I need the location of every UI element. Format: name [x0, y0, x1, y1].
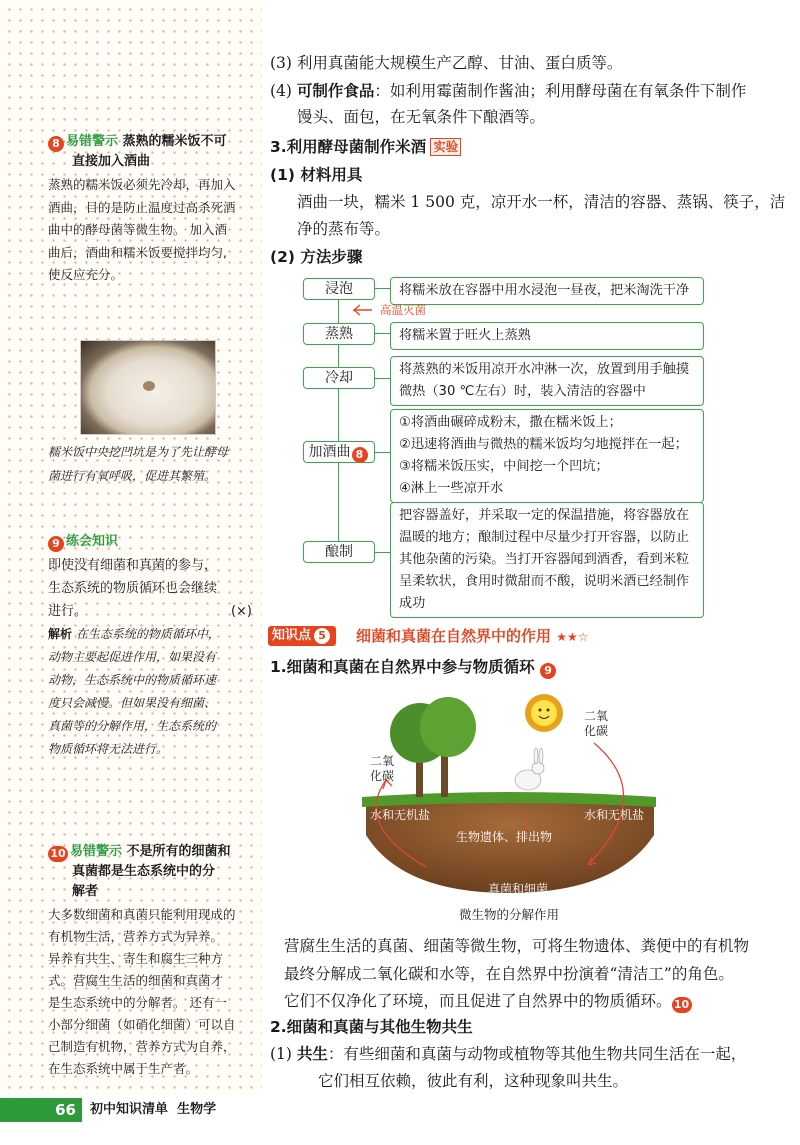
warning-title: [48, 842, 252, 902]
co2-right-label: 化碳: [584, 724, 609, 738]
flow-desc: [390, 277, 704, 305]
text-span: 它们不仅净化了环境，而且促进了自然界中的物质循环。: [284, 992, 672, 1010]
desc-line: 其他杂菌的污染。当打开容器闻到酒香，看到米粒: [399, 552, 690, 567]
warning-title-line: 解者: [72, 884, 99, 899]
text-span: ：有些细菌和真菌与动物或植物等其他生物共同生活在一起，: [327, 1045, 747, 1063]
note-line: 大多数细菌和真菌只能利用现成的: [48, 907, 236, 922]
answer-mark: (×): [230, 604, 252, 619]
note-ref-badge: 9: [540, 663, 556, 679]
keyword: 共生: [296, 1045, 328, 1063]
note-line: 是生态系统中的分解者。 还有一: [48, 995, 227, 1010]
flow-step: 酿制: [303, 541, 375, 563]
analysis-line: 动物，生态系统中的物质循环速: [48, 673, 217, 687]
note-line: 曲中的酵母菌等微生物。 加入酒: [48, 222, 227, 237]
desc-line: 成功: [399, 596, 426, 611]
question-line: 进行。: [48, 604, 88, 619]
note-line: 使反应充分。: [48, 267, 124, 282]
book-title: 初中知识清单: [90, 1102, 169, 1117]
note-tag: 练会知识: [66, 534, 119, 549]
warning-title-line: 不是所有的细菌和: [126, 844, 231, 859]
note-number-badge: 9: [48, 536, 64, 552]
kp-label: 知识点: [272, 628, 312, 643]
text-line: (3) 利用真菌能大规模生产乙醇、甘油、蛋白质等。: [270, 54, 623, 72]
analysis-line: 动物主要起促进作用，如果没有: [48, 650, 217, 664]
diagram-caption: 微生物的分解作用: [458, 907, 559, 922]
text-line: [270, 1043, 746, 1065]
rabbit-icon: [515, 748, 544, 790]
desc-line: ②迅速将酒曲与微热的糯米饭均匀地搅拌在一起；: [399, 437, 688, 452]
flow-desc: [390, 356, 704, 406]
desc-line: ③将糯米饭压实，中间挖一个凹坑；: [399, 459, 609, 474]
experiment-tag: 实验: [430, 138, 461, 156]
warning-title-line: 直接加入酒曲: [72, 154, 151, 169]
heading-text: 3.利用酵母菌制作米酒: [270, 138, 427, 156]
text-line: 净的蒸布等。: [297, 220, 391, 238]
section-heading: [270, 656, 558, 679]
flow-step: [303, 441, 375, 463]
flow-step: 浸泡: [303, 278, 375, 300]
step-label: 加酒曲: [308, 444, 351, 460]
flow-desc: [390, 409, 704, 503]
knowledge-point-title: [356, 626, 589, 647]
question-line: 生态系统的物质循环也会继续: [48, 581, 218, 596]
flow-connector: [375, 288, 390, 289]
flow-connector: [375, 552, 390, 553]
heading-text: 1.细菌和真菌在自然界中参与物质循环: [270, 658, 535, 676]
footer-title: [90, 1098, 216, 1122]
note-line: 有机物生活，营养方式为异养。: [48, 929, 224, 944]
co2-left-label: 化碳: [370, 769, 395, 783]
note-line: 异养有共生、寄生和腐生三种方: [48, 951, 224, 966]
knowledge-point-tag: [268, 626, 336, 646]
photo-caption: [48, 440, 252, 488]
decomposition-diagram: [356, 685, 662, 903]
flow-desc: [390, 502, 704, 618]
warning-title-line: 真菌都是生态系统中的分: [72, 864, 216, 879]
item-number: (4): [270, 82, 297, 100]
water-right-label: 水和无机盐: [584, 808, 645, 822]
question-line: 即使没有细菌和真菌的参与，: [48, 558, 218, 573]
desc-line: 将糯米置于旺火上蒸熟: [399, 328, 531, 343]
sterilize-note: 高温灭菌: [380, 303, 426, 317]
kp-title-text: 细菌和真菌在自然界中的作用: [356, 627, 552, 645]
subheading: (1) 材料用具: [270, 166, 363, 184]
warning-note-10: [48, 842, 252, 1080]
subject-name: 生物学: [177, 1102, 217, 1117]
text-line: 它们相互依赖，彼此有利，这种现象叫共生。: [318, 1072, 629, 1090]
warning-title: [48, 132, 252, 172]
section-heading: 2.细菌和真菌与其他生物共生: [270, 1018, 473, 1036]
note-tag: 易错警示: [70, 844, 123, 859]
section-heading: [270, 136, 461, 158]
flow-desc: [390, 322, 704, 350]
note-number-badge: 8: [48, 136, 64, 152]
note-line: 式。营腐生生活的细菌和真菌才: [48, 973, 224, 988]
item-number: (1): [270, 1045, 297, 1063]
desc-line: 温暖的地方；酿制过程中尽量少打开容器，以防止: [399, 530, 690, 545]
note-ref-badge: 8: [352, 447, 368, 463]
analysis-line: 度只会减慢。但如果没有细菌、: [48, 696, 217, 710]
text-line: 最终分解成二氧化碳和水等，在自然界中扮演着“清洁工”的角色。: [284, 965, 734, 983]
caption-line: 糯米饭中央挖凹坑是为了先让酵母: [48, 445, 229, 459]
keyword: 可制作食品: [296, 82, 375, 100]
subheading: (2) 方法步骤: [270, 248, 363, 266]
note-ref-badge: 10: [672, 997, 692, 1013]
co2-right-label: 二氧: [584, 709, 609, 723]
text-line: 馒头、面包，在无氧条件下酿酒等。: [297, 108, 546, 126]
note-line: 己制造有机物，营养方式为自养，: [48, 1039, 236, 1054]
note-line: 酒曲，目的是防止温度过高杀死酒: [48, 199, 236, 215]
rice-photo: [80, 340, 216, 435]
rice-pit: [143, 381, 155, 391]
microbes-label: 真菌和细菌: [488, 882, 549, 896]
text-line: 酒曲一块，糯米 1 500 克，凉开水一杯，清洁的容器、蒸锅、筷子，洁: [297, 193, 786, 211]
practice-title: [48, 532, 252, 552]
desc-line: 把容器盖好，并采取一定的保温措施，将容器放在: [399, 508, 690, 523]
desc-line: ①将酒曲碾碎成粉末，撒在糯米饭上；: [399, 415, 622, 430]
remains-label: 生物遗体、排出物: [456, 830, 553, 844]
analysis-line: 真菌等的分解作用，生态系统的: [48, 719, 217, 733]
text-span: ：如利用霉菌制作酱油；利用酵母菌在有氧条件下制作: [374, 82, 747, 100]
note-line: 在生态系统中属于生产者。: [48, 1061, 199, 1076]
sun-icon: [525, 694, 563, 732]
note-tag: 易错警示: [66, 134, 119, 149]
flow-connector: [375, 378, 390, 379]
co2-left-label: 二氧: [370, 754, 395, 768]
practice-note-9: [48, 532, 252, 761]
note-line: 曲后，酒曲和糯米饭要搅拌均匀,: [48, 244, 227, 260]
note-line: 蒸熟的糯米饭必须先冷却，再加入: [48, 177, 236, 192]
desc-line: 微热（30 ℃左右）时，装入清洁的容器中: [399, 384, 646, 399]
text-line: [270, 80, 746, 102]
warning-note-8: [48, 132, 252, 287]
rating-stars-icon: ★★☆: [556, 630, 589, 644]
analysis-line: 在生态系统的物质循环中，: [75, 627, 220, 641]
page-number: 66: [0, 1098, 82, 1122]
desc-line: 将蒸熟的米饭用凉开水冲淋一次，放置到用手触摸: [399, 362, 690, 377]
warning-title-line: 蒸熟的糯米饭不可: [122, 134, 227, 149]
analysis-label: 解析: [48, 627, 73, 641]
note-number-badge: 10: [48, 846, 68, 862]
water-left-label: 水和无机盐: [370, 808, 431, 822]
kp-number: 5: [314, 628, 330, 644]
text-line: [284, 990, 694, 1013]
desc-line: 将糯米放在容器中用水浸泡一昼夜，把米淘洗干净: [399, 283, 690, 298]
caption-line: 菌进行有氧呼吸，促进其繁殖。: [48, 469, 217, 483]
analysis-line: 物质循环将无法进行。: [48, 742, 169, 756]
note-line: 小部分细菌（如硝化细菌）可以自: [48, 1017, 236, 1032]
desc-line: ④淋上一些凉开水: [399, 481, 504, 496]
text-line: 营腐生生活的真菌、细菌等微生物，可将生物遗体、粪便中的有机物: [284, 937, 750, 955]
flow-step: 冷却: [303, 367, 375, 389]
tree-crown-icon: [420, 697, 476, 757]
flow-connector: [375, 333, 390, 334]
flow-step: 蒸熟: [303, 323, 375, 345]
flow-connector: [375, 452, 390, 453]
desc-line: 呈柔软状，食用时微甜而不酸，说明米酒已经制作: [399, 574, 690, 589]
